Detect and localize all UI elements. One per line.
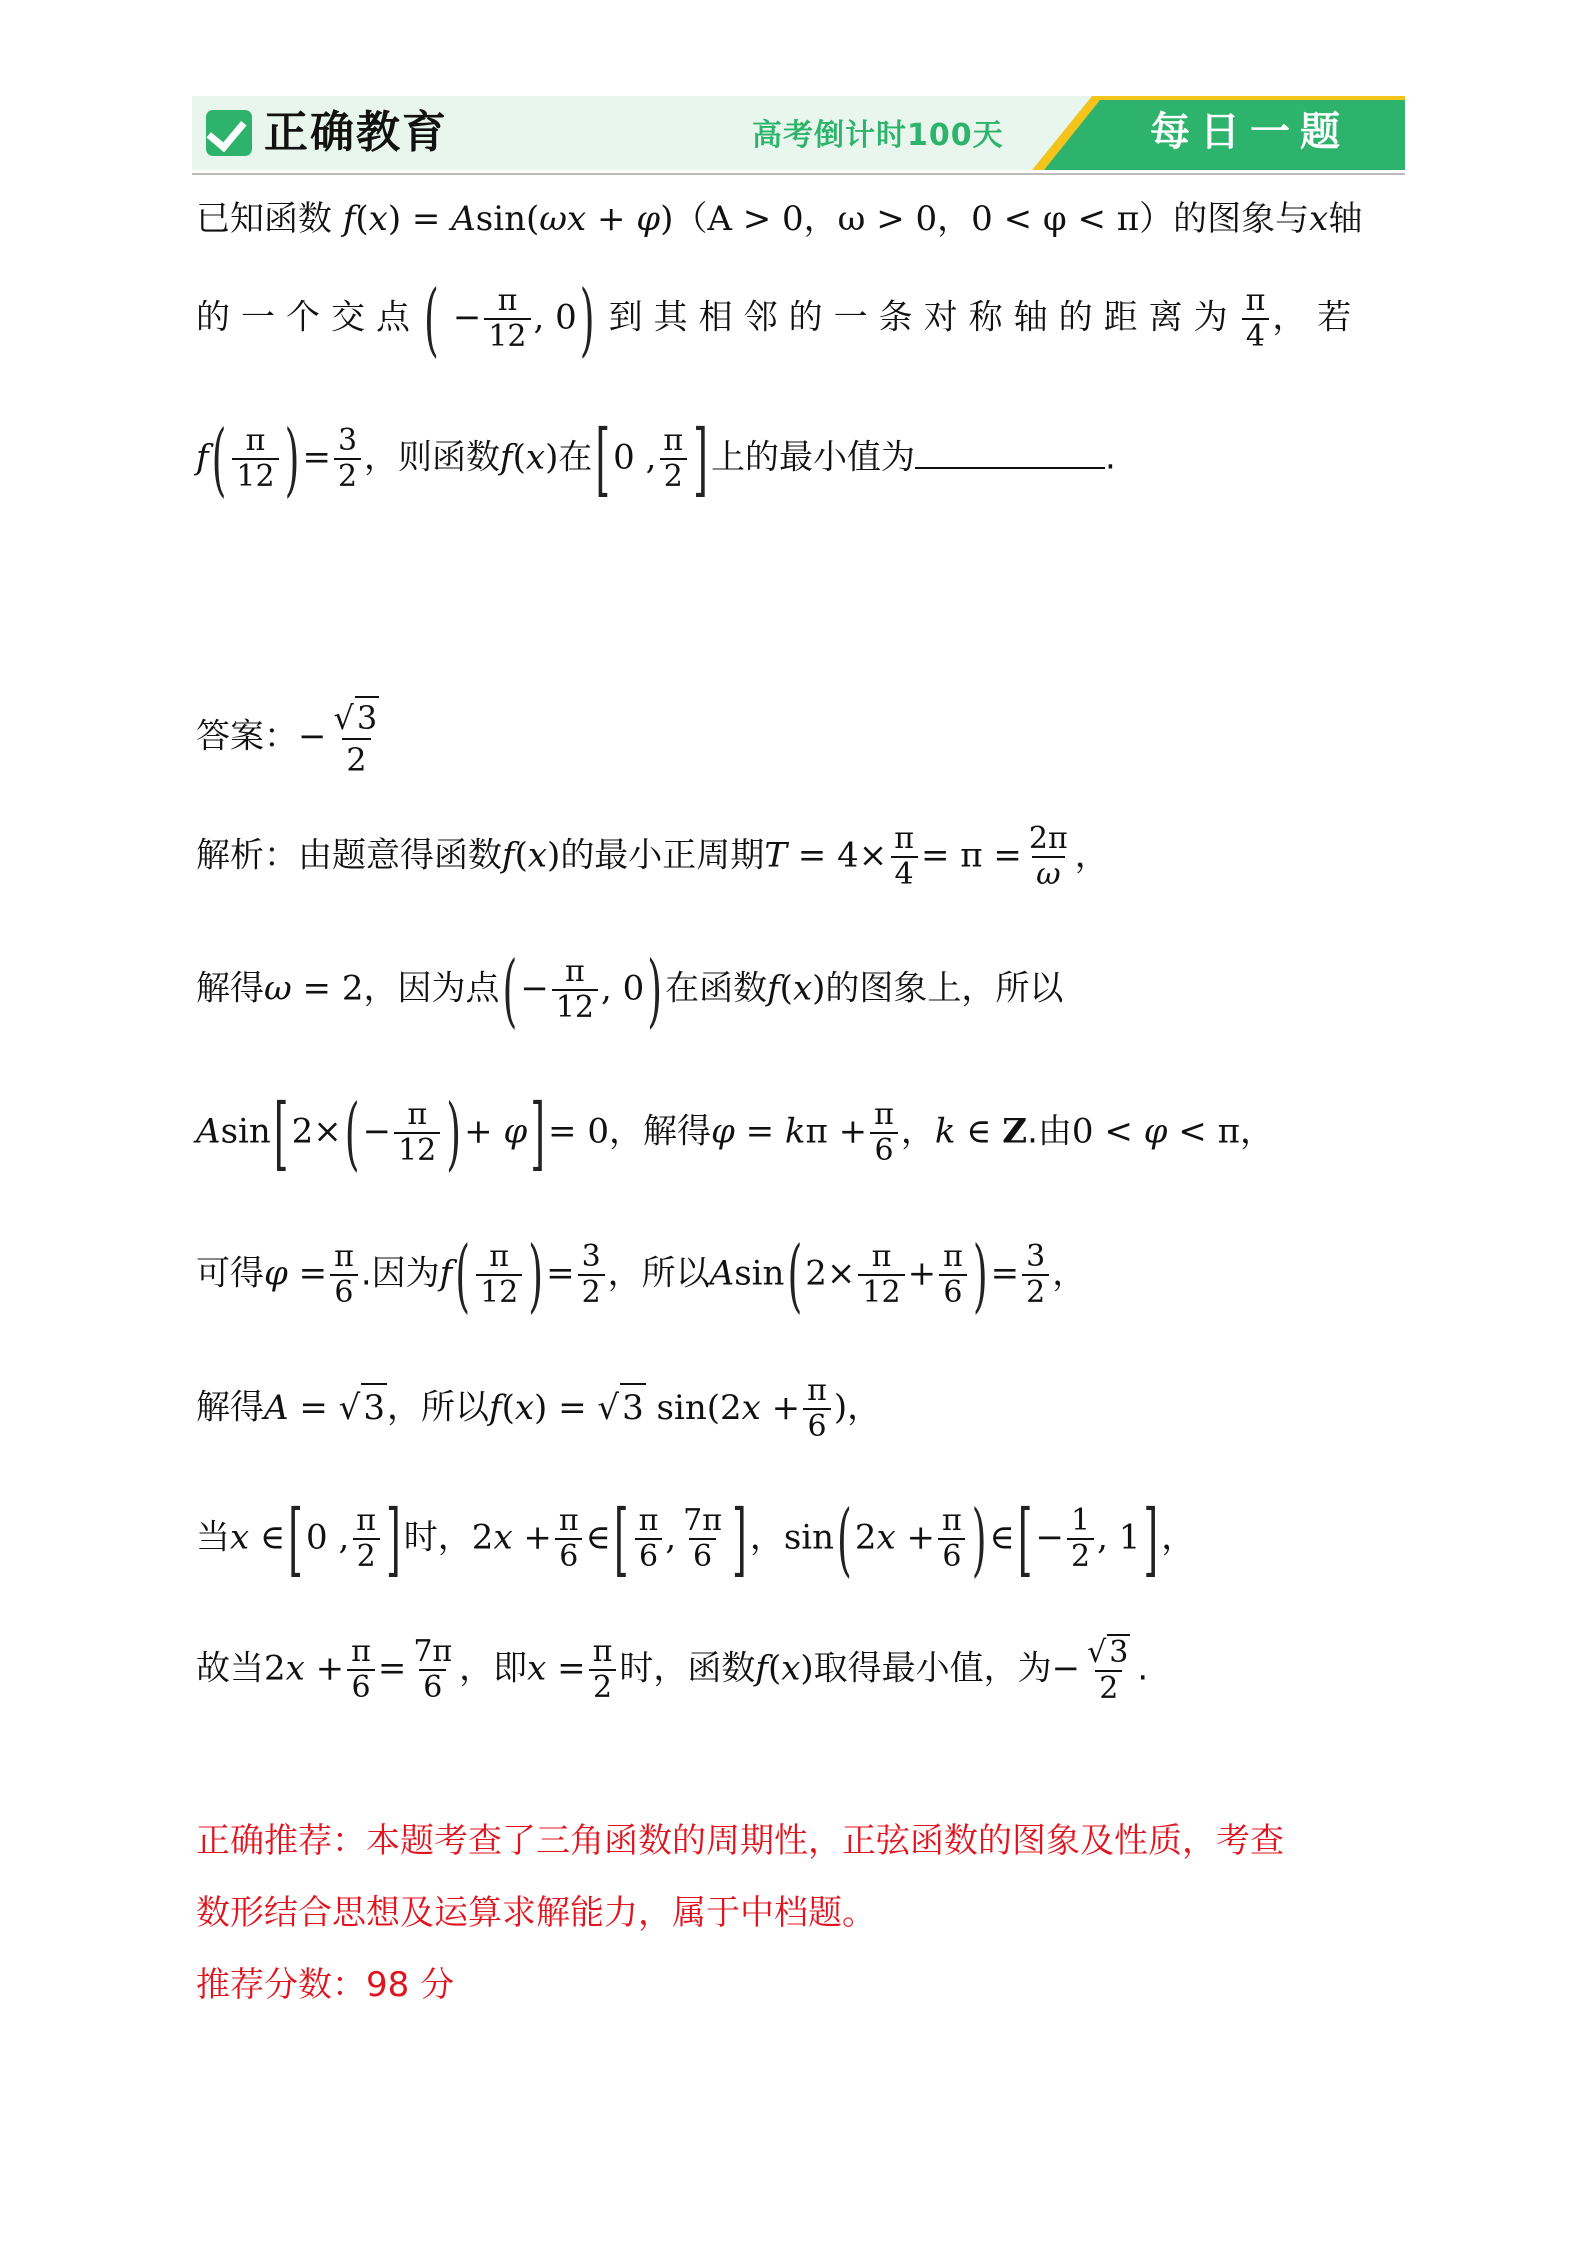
answer-label: 答案： [196,716,298,757]
answer-blank [915,437,1105,469]
analysis-line-6: 当x ∈[0 , $\frac{\pi}{2}$ ]时，2x + $\frac{\pi}{6}$ ∈[ $\frac{\pi}{6}$ , $\frac{7\pi}{6}$ ]，sin(2x + $\frac{\pi}{6}$ )∈[− $\frac{1}{2}$ , 1]， [196,1492,1196,1586]
analysis-line-7: 故当2x + $\frac{\pi}{6}$ = $\frac{7\pi}{6}$ ，即x = $\frac{\pi}{2}$ 时，函数f(x)取得最小值，为− $\frac{√ 3}{2}$ . [196,1634,1149,1706]
problem-line-2: 的一个交点(− $\frac{\pi}{12}$ , 0)到其相邻的一条对称轴的距离为 $\frac{\pi}{4}$ ，若 [196,272,1363,366]
formula: f(x) = Asin(ωx + φ) [342,199,674,239]
recommend-score: 推荐分数：98 分 [196,1965,455,2005]
problem-line-1: 已知函数 f(x) = Asin(ωx + φ)（A > 0，ω > 0，0 < φ < π）的图象与x轴 [196,199,1363,239]
daily-question-title: 每日一题 [1150,109,1350,155]
condition: A > 0，ω > 0，0 < φ < π [707,199,1140,239]
header-divider [192,173,1405,175]
analysis-line-3: Asin[2×(− $\frac{\pi}{12}$ )+ φ]= 0，解得φ = kπ + $\frac{\pi}{6}$ ，k ∈ Z.由0 < φ < π， [196,1086,1274,1180]
header-banner [192,96,1405,170]
recommend-line-1: 正确推荐：本题考查了三角函数的周期性，正弦函数的图象及性质，考查 [196,1821,1284,1861]
analysis-line-1: 解析：由题意得函数f(x)的最小正周期T = 4× $\frac{\pi}{4}$ = π = $\frac{2\pi}{\omega}$ ， [196,821,1109,892]
recommend-line-2: 数形结合思想及运算求解能力，属于中档题。 [196,1893,876,1933]
check-logo-icon [206,110,252,156]
countdown-text: 高考倒计时100天 [752,118,1004,153]
brand-name: 正确教育 [264,107,448,158]
problem-line-3: f( $\frac{\pi}{12}$ )= $\frac{3}{2}$ ，则函数f(x)在[0 , $\frac{\pi}{2}$ ]上的最小值为 . [196,412,1116,506]
answer-value: $\frac{√3}{2}$ [330,696,384,780]
analysis-line-4: 可得φ = $\frac{\pi}{6}$ .因为f( $\frac{\pi}{12}$ )= $\frac{3}{2}$ ，所以Asin(2× $\frac{\pi}{12}$ + $\frac{\pi}{6}$ )= $\frac{3}{2}$ ， [196,1228,1087,1322]
analysis-line-2: 解得ω = 2，因为点(− $\frac{\pi}{12}$ , 0)在函数f(x)的图象上，所以 [196,943,1064,1037]
analysis-line-5: 解得A = √3，所以f(x) = √3 sin(2x + $\frac{\pi}{6}$ )， [196,1373,882,1444]
answer-line: 答案：− $\frac{√3}{2}$ [196,696,386,780]
